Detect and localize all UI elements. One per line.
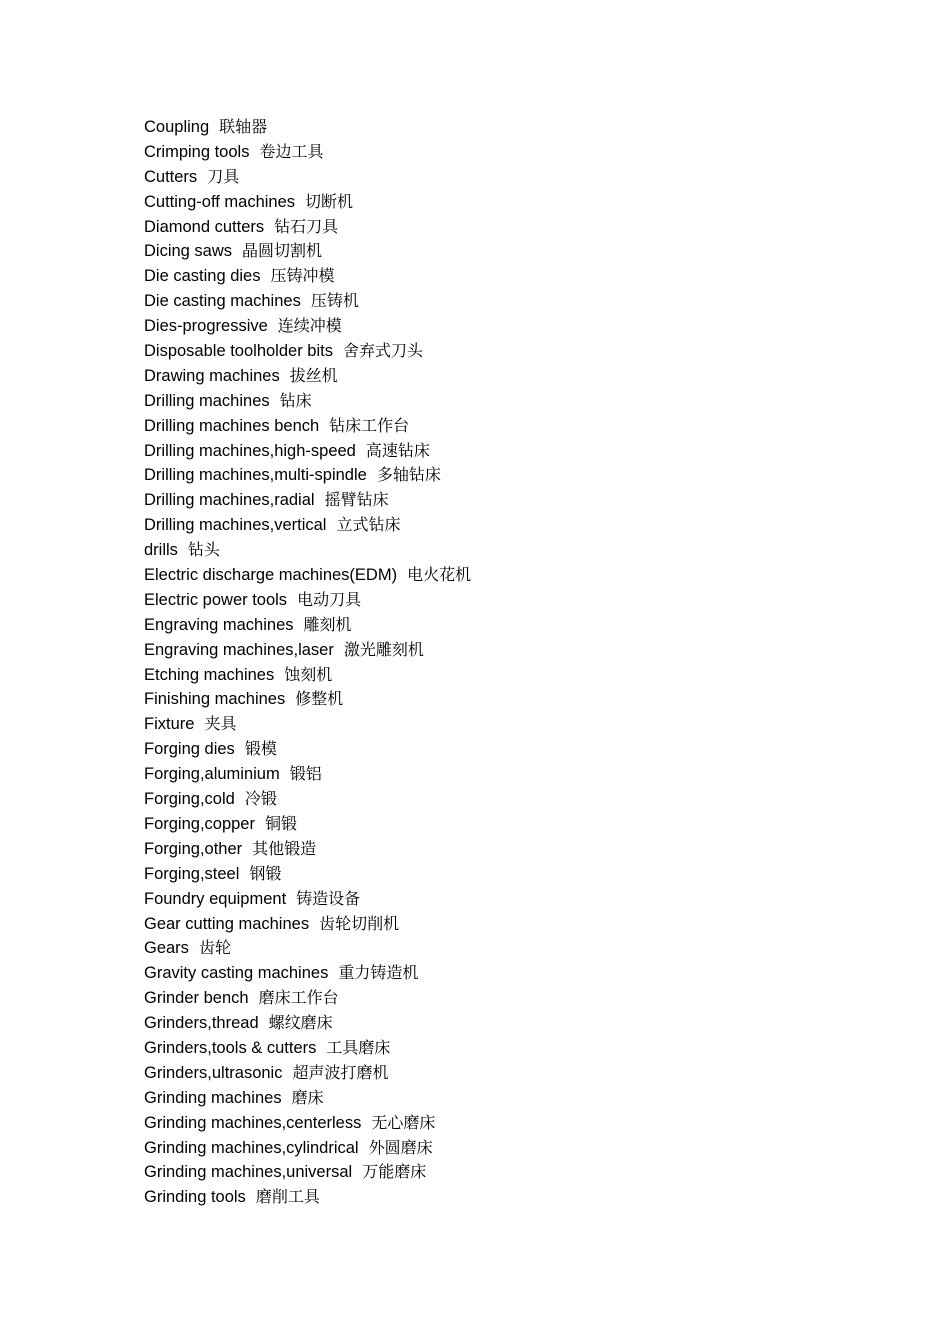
glossary-entry	[144, 289, 471, 314]
english-term: Etching machines	[144, 665, 275, 684]
glossary-entry	[144, 887, 471, 912]
english-term: Crimping tools	[144, 142, 250, 161]
chinese-term: 工具磨床	[326, 1037, 391, 1057]
chinese-term: 磨削工具	[255, 1187, 320, 1207]
glossary-entry	[144, 1160, 471, 1185]
english-term: drills	[144, 541, 178, 560]
chinese-term: 超声波打磨机	[292, 1062, 389, 1082]
chinese-term: 连续冲模	[277, 316, 342, 336]
chinese-term: 无心磨床	[371, 1112, 436, 1132]
english-term: Grinding machines	[144, 1088, 282, 1107]
glossary-entry	[144, 314, 471, 339]
english-term: Grinding machines,universal	[144, 1163, 353, 1182]
chinese-term: 夹具	[204, 714, 237, 734]
english-term: Cutters	[144, 167, 198, 186]
glossary-entry	[144, 563, 471, 588]
chinese-term: 修整机	[295, 689, 344, 709]
chinese-term: 晶圆切割机	[242, 241, 323, 261]
glossary-entry	[144, 463, 471, 488]
english-term: Grinders,tools & cutters	[144, 1038, 317, 1057]
chinese-term: 电火花机	[407, 565, 472, 585]
chinese-term: 压铸机	[310, 291, 359, 311]
glossary-entry	[144, 115, 471, 140]
glossary-entry	[144, 613, 471, 638]
glossary-entry	[144, 687, 471, 712]
chinese-term: 联轴器	[219, 117, 268, 136]
glossary-entry	[144, 364, 471, 389]
chinese-term: 钻床	[279, 390, 312, 410]
english-term: Cutting-off machines	[144, 192, 296, 211]
english-term: Grinding machines,centerless	[144, 1113, 362, 1132]
chinese-term: 雕刻机	[303, 614, 352, 634]
glossary-entry	[144, 339, 471, 364]
chinese-term: 锻模	[244, 739, 277, 759]
glossary-entry	[144, 389, 471, 414]
english-term: Drilling machines,multi-spindle	[144, 466, 367, 485]
glossary-entry	[144, 812, 471, 837]
english-term: Grinding tools	[144, 1188, 246, 1207]
glossary-entry	[144, 1185, 471, 1210]
chinese-term: 磨床工作台	[258, 988, 339, 1008]
english-term: Drilling machines,radial	[144, 491, 315, 510]
english-term: Dies-progressive	[144, 317, 268, 336]
english-term: Drilling machines,high-speed	[144, 441, 356, 460]
chinese-term: 重力铸造机	[338, 963, 419, 983]
chinese-term: 蚀刻机	[284, 664, 333, 684]
glossary-entry	[144, 538, 471, 563]
glossary-entry	[144, 663, 471, 688]
english-term: Finishing machines	[144, 690, 286, 709]
glossary-entry	[144, 1111, 471, 1136]
chinese-term: 高速钻床	[365, 440, 430, 460]
chinese-term: 拔丝机	[289, 365, 338, 385]
chinese-term: 外圆磨床	[368, 1137, 433, 1157]
english-term: Forging,cold	[144, 790, 235, 809]
glossary-entry	[144, 936, 471, 961]
glossary-entry	[144, 239, 471, 264]
chinese-term: 多轴钻床	[376, 465, 441, 485]
chinese-term: 冷锻	[244, 789, 277, 809]
english-term: Engraving machines,laser	[144, 640, 334, 659]
chinese-term: 立式钻床	[336, 515, 401, 535]
glossary-entry	[144, 488, 471, 513]
glossary-entry	[144, 1036, 471, 1061]
english-term: Foundry equipment	[144, 889, 287, 908]
glossary-entry	[144, 1086, 471, 1111]
chinese-term: 切断机	[305, 191, 354, 211]
glossary-entry	[144, 414, 471, 439]
chinese-term: 齿轮切削机	[319, 913, 400, 933]
english-term: Fixture	[144, 715, 195, 734]
english-term: Grinder bench	[144, 989, 249, 1008]
chinese-term: 钢锻	[249, 863, 282, 883]
english-term: Gears	[144, 939, 189, 958]
chinese-term: 钻头	[187, 540, 220, 560]
english-term: Grinders,thread	[144, 1014, 259, 1033]
english-term: Forging,steel	[144, 864, 240, 883]
chinese-term: 铸造设备	[296, 888, 361, 908]
glossary-entry	[144, 862, 471, 887]
glossary-entry	[144, 1061, 471, 1086]
english-term: Diamond cutters	[144, 217, 265, 236]
glossary-entry	[144, 140, 471, 165]
chinese-term: 激光雕刻机	[343, 639, 424, 659]
chinese-term: 舍弃式刀头	[342, 341, 423, 361]
glossary-entry	[144, 439, 471, 464]
glossary-entry	[144, 588, 471, 613]
glossary-entry	[144, 165, 471, 190]
chinese-term: 刀具	[207, 166, 240, 186]
glossary-entry	[144, 1136, 471, 1161]
glossary-entry	[144, 837, 471, 862]
english-term: Drawing machines	[144, 366, 280, 385]
english-term: Gravity casting machines	[144, 964, 329, 983]
english-term: Coupling	[144, 118, 210, 136]
chinese-term: 其他锻造	[252, 838, 317, 858]
chinese-term: 压铸冲模	[270, 266, 335, 286]
glossary-list	[144, 115, 471, 1210]
english-term: Engraving machines	[144, 615, 294, 634]
chinese-term: 万能磨床	[362, 1162, 427, 1182]
english-term: Grinding machines,cylindrical	[144, 1138, 359, 1157]
glossary-entry	[144, 787, 471, 812]
english-term: Electric discharge machines(EDM)	[144, 566, 398, 585]
chinese-term: 锻铝	[289, 764, 322, 784]
glossary-entry	[144, 961, 471, 986]
english-term: Die casting dies	[144, 267, 261, 286]
english-term: Forging dies	[144, 740, 235, 759]
english-term: Dicing saws	[144, 242, 233, 261]
glossary-entry	[144, 513, 471, 538]
glossary-entry	[144, 762, 471, 787]
glossary-entry	[144, 190, 471, 215]
glossary-entry	[144, 215, 471, 240]
english-term: Forging,copper	[144, 814, 255, 833]
english-term: Disposable toolholder bits	[144, 342, 333, 361]
glossary-entry	[144, 264, 471, 289]
english-term: Forging,aluminium	[144, 765, 280, 784]
english-term: Electric power tools	[144, 590, 288, 609]
glossary-entry	[144, 737, 471, 762]
english-term: Drilling machines,vertical	[144, 516, 327, 535]
glossary-entry	[144, 986, 471, 1011]
chinese-term: 钻石刀具	[274, 216, 339, 236]
glossary-entry	[144, 912, 471, 937]
chinese-term: 齿轮	[198, 938, 231, 958]
glossary-entry	[144, 1011, 471, 1036]
glossary-entry	[144, 712, 471, 737]
english-term: Gear cutting machines	[144, 914, 310, 933]
glossary-entry	[144, 638, 471, 663]
chinese-term: 电动刀具	[297, 589, 362, 609]
english-term: Die casting machines	[144, 292, 301, 311]
chinese-term: 铜锻	[264, 813, 297, 833]
english-term: Grinders,ultrasonic	[144, 1063, 283, 1082]
chinese-term: 钻床工作台	[329, 415, 410, 435]
english-term: Drilling machines bench	[144, 416, 320, 435]
chinese-term: 卷边工具	[259, 141, 324, 161]
chinese-term: 摇臂钻床	[324, 490, 389, 510]
chinese-term: 磨床	[291, 1087, 324, 1107]
chinese-term: 螺纹磨床	[268, 1013, 333, 1033]
english-term: Forging,other	[144, 839, 243, 858]
english-term: Drilling machines	[144, 391, 270, 410]
